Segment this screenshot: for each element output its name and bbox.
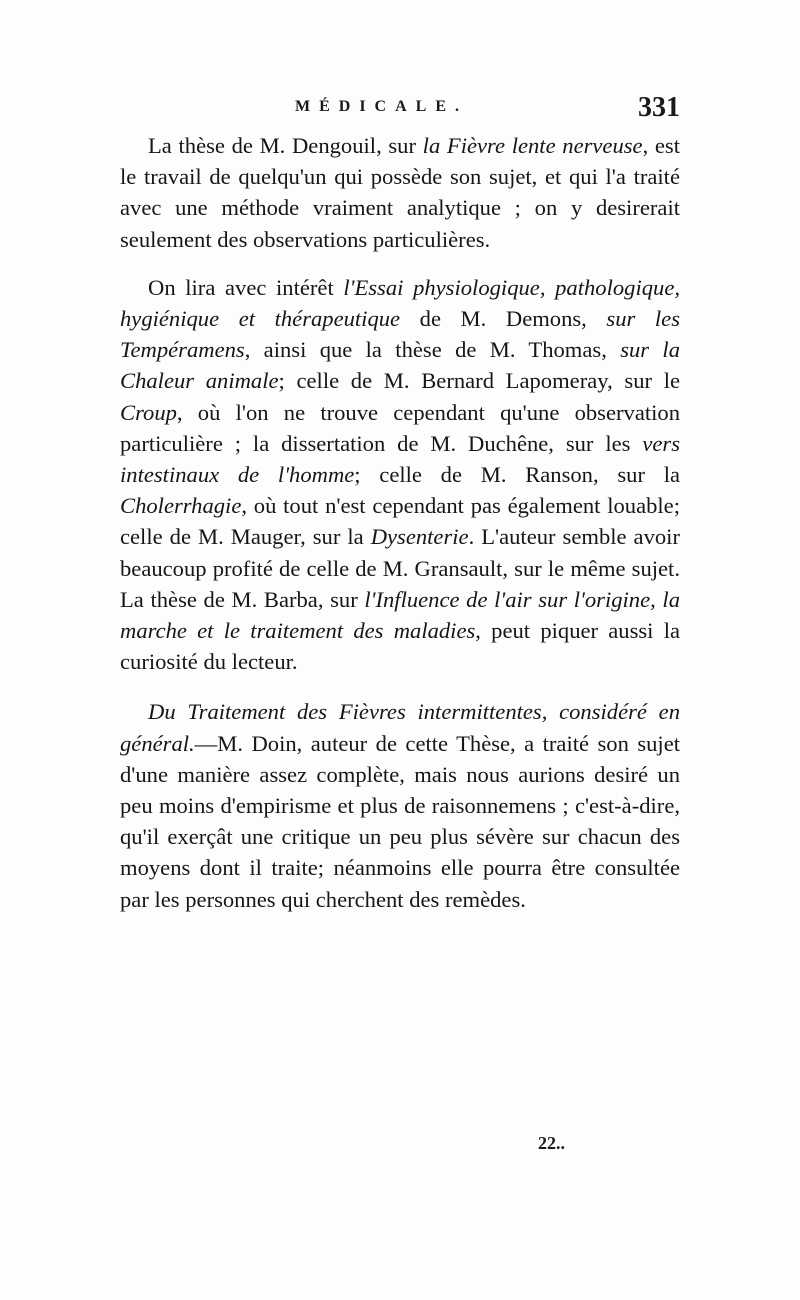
paragraph-demons (120, 272, 680, 678)
text-segment: On lira avec intérêt (148, 274, 344, 300)
signature-mark: 22.. (538, 1133, 565, 1153)
text-segment: . L'auteur semble avoir beaucoup profité de celle de M. Gransault, sur le même sujet. La thèse de M. Barba, sur (120, 524, 680, 612)
page-number: 331 (638, 92, 680, 123)
running-head (120, 92, 680, 132)
text-segment: , où l'on ne trouve cependant qu'une observation particulière ; la dissertation de M. Duchêne, sur les (120, 399, 680, 456)
text-segment-italic: l'Essai physiologique, pathologique, hygiénique et thérapeutique (120, 274, 680, 332)
text-segment-italic: sur les Tempéramens (120, 306, 680, 363)
text-segment: , peut piquer aussi la curiosité du lecteur. (120, 618, 681, 675)
text-segment: , où tout n'est cependant pas également louable; celle de M. Mauger, sur la (120, 493, 680, 550)
text-segment-italic: Cholerrhagie (120, 493, 242, 519)
running-title: MÉDICALE. (295, 98, 469, 115)
text-segment: , est le travail de quelqu'un qui possède son sujet, et qui l'a traité avec une méthode vraiment analytique ; on y desirerait seulement des observations particulières. (120, 133, 680, 252)
text-segment: —M. Doin, auteur de cette Thèse, a traité son sujet d'une manière assez complète, mais nous aurions desiré un peu moins d'empirisme et plus de raisonnemens ; c'est-à-dire, qu'il exerçât une critique un peu plus sévère sur chacun des moyens dont il traite; néanmoins elle pourra être consultée par les personnes qui cherchent des remèdes. (120, 730, 680, 912)
text-segment: ; celle de M. Ranson, sur la (354, 462, 680, 488)
text-segment-italic: Dysenterie (370, 524, 469, 550)
text-segment: de M. Demons, (400, 306, 607, 332)
text-segment: , ainsi que la thèse de M. Thomas, (244, 337, 621, 363)
text-segment-italic: sur la Chaleur animale (120, 337, 681, 394)
text-segment-italic: la Fièvre lente nerveuse (422, 133, 643, 158)
paragraph-doin (120, 696, 680, 914)
text-segment: La thèse de M. Dengouil, sur (148, 133, 423, 158)
text-segment: ; celle de M. Bernard Lapomeray, sur le (278, 368, 680, 394)
text-segment-italic: vers intestinaux de l'homme (120, 430, 680, 488)
text-segment-italic: Du Traitement des Fièvres intermittentes, considéré en général. (120, 699, 680, 756)
body-text (120, 130, 680, 915)
text-segment-italic: l'Influence de l'air sur l'origine, la marche et le traitement des maladies (120, 586, 680, 644)
text-segment-italic: Croup (120, 399, 177, 425)
paragraph-dengouil (120, 130, 680, 255)
